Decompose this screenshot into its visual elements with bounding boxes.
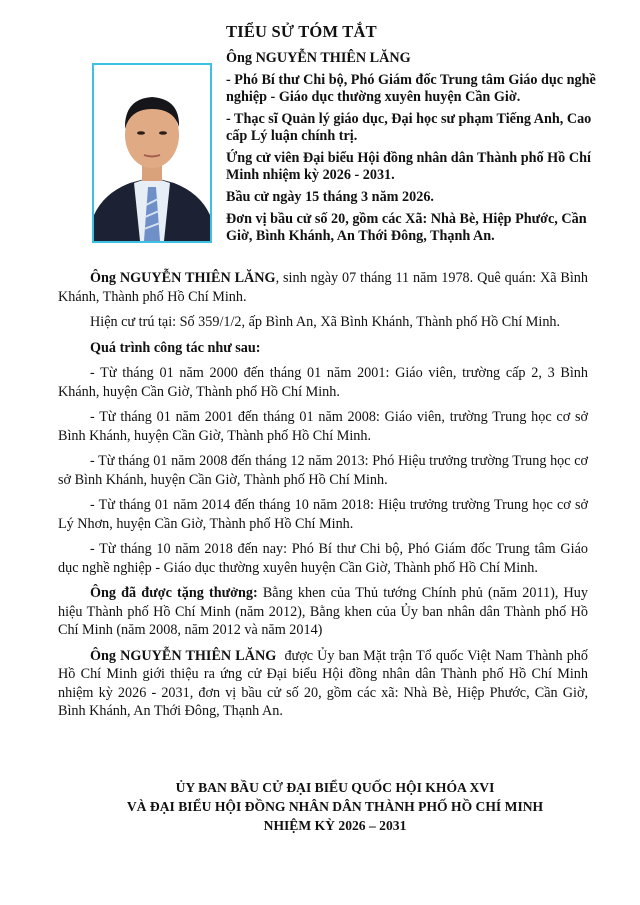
summary-position: - Phó Bí thư Chi bộ, Phó Giám đốc Trung tâm Giáo dục nghề nghiệp - Giáo dục thường xuyên huyện Cần Giờ. [226, 72, 596, 105]
bio-residence: Hiện cư trú tại: Số 359/1/2, ấp Bình An, Xã Bình Khánh, Thành phố Hồ Chí Minh. [90, 314, 561, 330]
bio-intro-text: , sinh ngày 07 tháng 11 năm 1978. Quê quán: Xã Bình Khánh, Thành phố Hồ Chí Minh. [58, 270, 588, 305]
awards-paragraph [58, 584, 588, 640]
career-heading [58, 339, 588, 358]
nomination-name: Ông NGUYỄN THIÊN LĂNG [90, 647, 277, 664]
bio-intro-name: Ông NGUYỄN THIÊN LĂNG [90, 270, 276, 286]
summary-constituency: Đơn vị bầu cử số 20, gồm các Xã: Nhà Bè, Hiệp Phước, Cần Giờ, Bình Khánh, An Thới Đông, Thạnh An. [226, 211, 587, 244]
summary-education: - Thạc sĩ Quản lý giáo dục, Đại học sư phạm Tiếng Anh, Cao cấp Lý luận chính trị. [226, 111, 592, 144]
awards-label: Ông đã được tặng thưởng: [90, 585, 258, 601]
document-title: TIỂU SỬ TÓM TẮT [226, 22, 377, 41]
biography-body [58, 269, 592, 728]
career-heading-text: Quá trình công tác như sau: [90, 339, 261, 356]
nomination-text: được Ủy ban Mặt trận Tổ quốc Việt Nam Thành phố Hồ Chí Minh giới thiệu ra ứng cử Đại biểu Hội đồng nhân dân Thành phố Hồ Chí Minh nhiệm kỳ 2026 - 2031, đơn vị bầu cử số 20, gồm các xã: Nhà Bè, Hiệp Phước, Cần Giờ, Bình Khánh, An Thới Đông, Thạnh An. [58, 647, 592, 719]
committee-footer [0, 778, 640, 835]
bio-intro [58, 269, 588, 306]
summary-block [226, 50, 616, 250]
career-item: - Từ tháng 01 năm 2008 đến tháng 12 năm 2013: Phó Hiệu trưởng trường Trung học cơ sở Bình Khánh, huyện Cần Giờ, Thành phố Hồ Chí Minh. [58, 453, 588, 488]
career-item: - Từ tháng 01 năm 2014 đến tháng 10 năm 2018: Hiệu trưởng trường Trung học cơ sở Lý Nhơn, huyện Cần Giờ, Thành phố Hồ Chí Minh. [58, 497, 588, 532]
summary-candidacy: Ứng cử viên Đại biểu Hội đồng nhân dân Thành phố Hồ Chí Minh nhiệm kỳ 2026 - 2031. [226, 150, 591, 183]
summary-election-date: Bầu cử ngày 15 tháng 3 năm 2026. [226, 189, 434, 205]
career-item: - Từ tháng 01 năm 2001 đến tháng 01 năm 2008: Giáo viên, trường Trung học cơ sở Bình Khánh, huyện Cần Giờ, Thành phố Hồ Chí Minh. [58, 409, 588, 444]
footer-line-3: NHIỆM KỲ 2026 – 2031 [263, 818, 407, 833]
footer-line-2: VÀ ĐẠI BIỂU HỘI ĐỒNG NHÂN DÂN THÀNH PHỐ HỒ CHÍ MINH [126, 799, 544, 814]
nomination-paragraph [58, 647, 592, 721]
candidate-photo [92, 63, 212, 243]
career-item: - Từ tháng 10 năm 2018 đến nay: Phó Bí thư Chi bộ, Phó Giám đốc Trung tâm Giáo dục nghề nghiệp - Giáo dục thường xuyên huyện Cần Giờ, Thành phố Hồ Chí Minh. [58, 541, 588, 576]
career-item: - Từ tháng 01 năm 2000 đến tháng 01 năm 2001: Giáo viên, trường cấp 2, 3 Bình Khánh, huyện Cần Giờ, Thành phố Hồ Chí Minh. [58, 365, 588, 400]
awards-text: Bằng khen của Thủ tướng Chính phủ (năm 2011), Huy hiệu Thành phố Hồ Chí Minh (năm 2012), Bằng khen của Ủy ban nhân dân Thành phố Hồ Chí Minh (năm 2008, năm 2012 và năm 2014) [58, 585, 588, 638]
candidate-name: Ông NGUYỄN THIÊN LĂNG [226, 50, 411, 66]
portrait-photo-icon [94, 65, 210, 241]
footer-line-1: ỦY BAN BẦU CỬ ĐẠI BIỂU QUỐC HỘI KHÓA XVI [175, 780, 495, 795]
